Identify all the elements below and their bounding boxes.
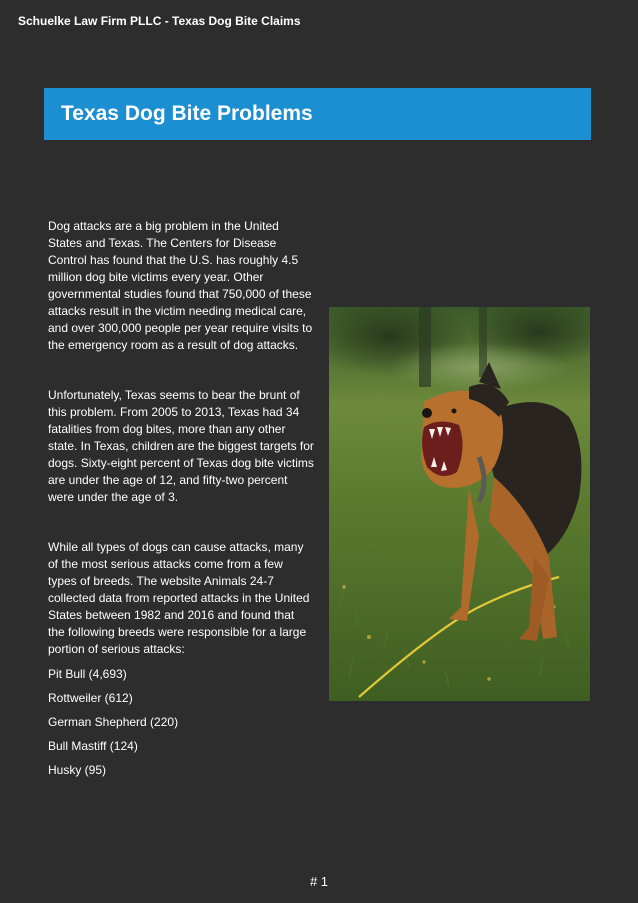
aggressive-dog-photo [329, 307, 590, 701]
paragraph-texas: Unfortunately, Texas seems to bear the brunt of this problem. From 2005 to 2013, Texas had 34 fatalities from dog bites, more than any other state. In Texas, children are the biggest targets for dogs. Sixty-eight percent of Texas dog bite victims are under the age of 12, and fifty-two percent were under the age of 3. [48, 388, 314, 504]
article-body [48, 218, 314, 786]
breed-item: German Shepherd (220) [48, 715, 179, 729]
page-number: # 1 [309, 874, 329, 889]
breed-item: Rottweiler (612) [48, 691, 133, 705]
document-header-title: Schuelke Law Firm PLLC - Texas Dog Bite Claims [18, 14, 301, 28]
breed-item: Husky (95) [48, 763, 107, 777]
breed-list [48, 666, 314, 786]
dog-illustration [329, 307, 590, 701]
breed-item: Bull Mastiff (124) [48, 739, 138, 753]
paragraph-intro: Dog attacks are a big problem in the United States and Texas. The Centers for Disease Control has found that the U.S. has roughly 4.5 million dog bite victims every year. Other governmental studies found that 750,000 of these attacks result in the victim needing medical care, and over 300,000 people per year require visits to the emergency room as a result of dog attacks. [48, 219, 313, 352]
section-banner [44, 88, 591, 140]
breed-item: Pit Bull (4,693) [48, 667, 127, 681]
section-title: Texas Dog Bite Problems [61, 102, 313, 125]
paragraph-breeds-intro: While all types of dogs can cause attacks, many of the most serious attacks come from a few types of breeds. The website Animals 24-7 collected data from reported attacks in the United States between 1982 and 2016 and found that the following breeds were responsible for a large portion of serious attacks: [48, 540, 310, 656]
